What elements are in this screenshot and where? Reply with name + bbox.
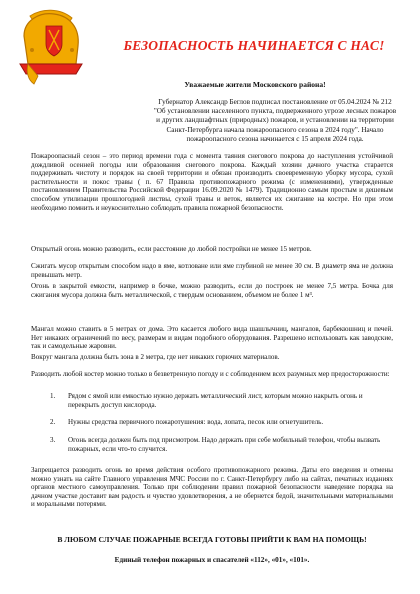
paragraph-special-regime: Запрещается разводить огонь во время действия особого противопожарного режима. Даты его введения и отмены можно узнать на сайте Главного управления МЧС России по г. Санкт-Петербургу либо на сайтах, печатных изданиях органов местного самоуправления. Только при соблюдении правил пожарной безопасности наведение порядка на дачном участке доставит вам радость и чувство удовлетворения, а не обернется бедой, значительными материальными и моральными потерями. [31,466,393,509]
list-item-text: Огонь всегда должен быть под присмотром. Надо держать при себе мобильный телефон, чтобы вызвать пожарных, если что-то случится. [68,436,381,453]
firefighter-helmet-icon [16,6,86,86]
list-item-number: 2. [50,418,56,426]
paragraph-open-fire-distance: Открытый огонь можно разводить, если расстояние до любой постройки не менее 15 метров. [31,245,312,253]
list-item-text: Рядом с ямой или емкостью нужно держать металлический лист, которым можно накрыть огонь и перекрыть доступ кислорода. [68,392,363,409]
list-item-number: 1. [50,392,56,400]
paragraph-precautions-intro: Разводить любой костер можно только в безветренную погоду и с соблюдением всех разумных мер предосторожности: [31,370,390,378]
list-item-text: Нужны средства первичного пожаротушения: вода, лопата, песок или огнетушитель. [68,418,324,426]
paragraph-grill: Мангал можно ставить в 5 метрах от дома. Это касается любого вида шашлычниц, мангалов, барбекюшниц и печей. Нет никаких ограничений по весу, размерам и видам подобного оборудования. Разрешено использовать как заводские, так и самодельные жаровни. [31,325,393,351]
closing-statement: В ЛЮБОМ СЛУЧАЕ ПОЖАРНЫЕ ВСЕГДА ГОТОВЫ ПРИЙТИ К ВАМ НА ПОМОЩЬ! [57,535,367,544]
page-title: БЕЗОПАСНОСТЬ НАЧИНАЕТСЯ С НАС! [123,38,385,53]
emergency-phones: Единый телефон пожарных и спасателей «112», «01», «101». [114,556,310,564]
paragraph-burning-pit: Сжигать мусор открытым способом надо в яме, котловане или яме глубиной не менее 30 см. В диаметр яма не должна превышать метр. [31,262,393,279]
list-item-number: 3. [50,436,56,444]
paragraph-grill-zone: Вокруг мангала должна быть зона в 2 метра, где нет никаких горючих материалов. [31,353,280,361]
paragraph-closed-container: Огонь в закрытой емкости, например в бочке, можно разводить, если до построек не менее 7,5 метра. Бочка для сжигания мусора должна быть металлической, с твердым основанием, объемом не более 1 м³. [31,282,393,299]
greeting: Уважаемые жители Московского района! [184,80,326,89]
decree-summary: Губернатор Александр Беглов подписал постановление от 05.04.2024 № 212 "Об установлении населенного пункта, подверженного угрозе лесных пожаров и других ландшафтных (природных) пожаров, и установлении на территории Санкт-Петербурга начала пожароопасного сезона в 2024 году". Начало пожароопасного сезона начинается с 15 апреля 2024 года. [153,98,397,143]
paragraph-fire-season: Пожароопасный сезон – это период времени года с момента таяния снегового покрова до наступления устойчивой дождливой осенней погоды или образования снегового покрова. Каждый хозяин дачного участка старается поддерживать чистоту и порядок на своей территории и обязан производить своевременную уборку мусора, сухой растительности и покос травы ( п. 67 Правила противопожарного режима (с изменениями), утвержденные постановлением Правительства Российской Федерации 16.09.2020 № 1479). Традиционно самым простым и дешевым способом утилизации прошлогодней листвы, сухой травы и веток, является их сжигание на костре. Но при этом необходимо помнить и неукоснительно соблюдать правила пожарной безопасности. [31,152,393,212]
